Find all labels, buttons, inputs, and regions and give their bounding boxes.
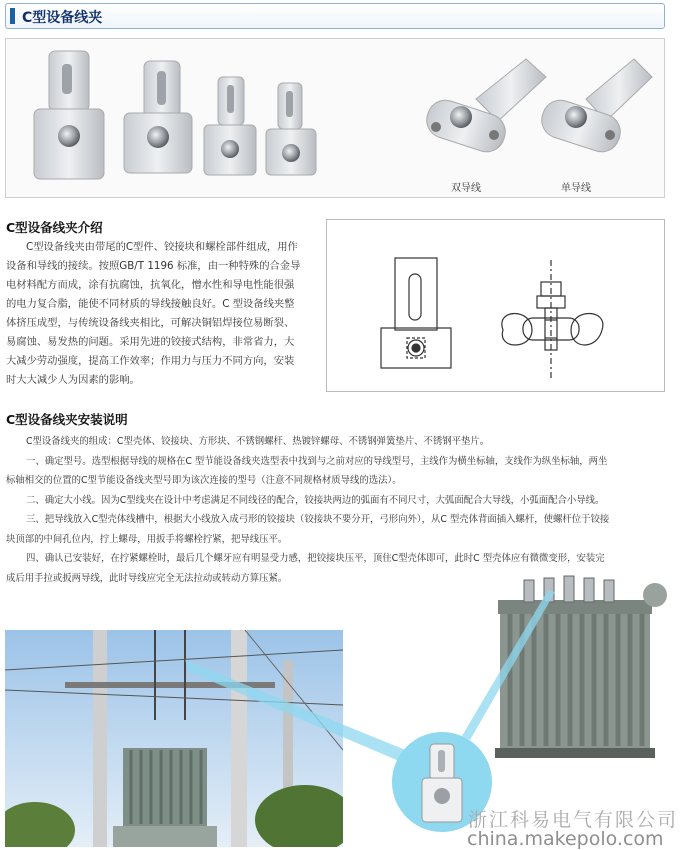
site-watermark: china.makepolo.com <box>467 828 664 850</box>
intro-line: 的电力复合脂，能使不同材质的导线接触良好。C 型设备线夹整 <box>6 298 295 310</box>
install-line: 四、确认已安装好，在拧紧螺栓时，最后几个螺牙应有明显受力感，把铰接块压平，顶住C型壳体即可，此时C 型壳体应有微微变形，安装完 <box>26 553 605 564</box>
intro-title: C型设备线夹介绍 <box>6 220 103 235</box>
install-line: 二、确定大小线。因为C型线夹在设计中考虑满足不同线径的配合，铰接块两边的弧面有不同尺寸，大弧面配合大导线，小弧面配合小导线。 <box>26 494 605 506</box>
install-line: 一、确定型号。选型根据导线的规格在C 型节能设备线夹选型表中找到与之前对应的导线型号，主线作为横坐标轴，支线作为纵坐标轴，两坐 <box>26 455 608 467</box>
page-title: C型设备线夹 <box>22 10 103 26</box>
single-wire-label: 单导线 <box>561 183 591 194</box>
install-line: 标轴相交的位置的C型节能设备线夹型号即为该次连接的型号（注意不同规格材质导线的选法）。 <box>6 475 402 486</box>
install-line: C型设备线夹的组成：C型壳体、铰接块、方形块、不锈钢螺杆、热镀锌螺母、不锈钢弹簧垫片、不锈钢平垫片。 <box>26 436 490 447</box>
install-line: 块顶部的中间孔位内，拧上螺母，用扳手将螺栓拧紧，把导线压平。 <box>6 533 288 545</box>
intro-line: 电材料配方而成，涂有抗腐蚀，抗氧化，憎水性和导电性能很强 <box>6 279 295 291</box>
callout-line-left <box>185 660 425 770</box>
intro-line: 大减少劳动强度，提高工作效率；作用力与压力不同方向，安装 <box>6 355 295 367</box>
install-line: 成后用手拉或扳两导线，此时导线应完全无法拉动或转动方算压紧。 <box>6 572 288 584</box>
intro-line: 体挤压成型，与传统设备线夹相比，可解决铜铝焊接位易断裂、 <box>6 317 295 329</box>
company-watermark: 浙江科易电气有限公司 <box>468 809 679 831</box>
intro-line: 易腐蚀、易发热的问题。采用先进的铰接式结构，非常省力，大 <box>6 336 295 348</box>
intro-line: C型设备线夹由带尾的C型件、铰接块和螺栓部件组成，用作 <box>26 241 298 253</box>
intro-line: 时大大减少人为因素的影响。 <box>6 374 140 386</box>
double-wire-label: 双导线 <box>451 183 481 194</box>
install-line: 三、把导线放入C型壳体线槽中，根据大小线放入成弓形的铰接块（铰接块不要分开，弓形向外），从C 型壳体背面插入螺杆，使螺杆位于铰接 <box>26 514 610 525</box>
callout-line-right <box>462 590 555 740</box>
intro-line: 设备和导线的接续。按照GB/T 1196 标准，由一种特殊的合金导 <box>6 260 301 272</box>
install-title: C型设备线夹安装说明 <box>6 412 128 427</box>
